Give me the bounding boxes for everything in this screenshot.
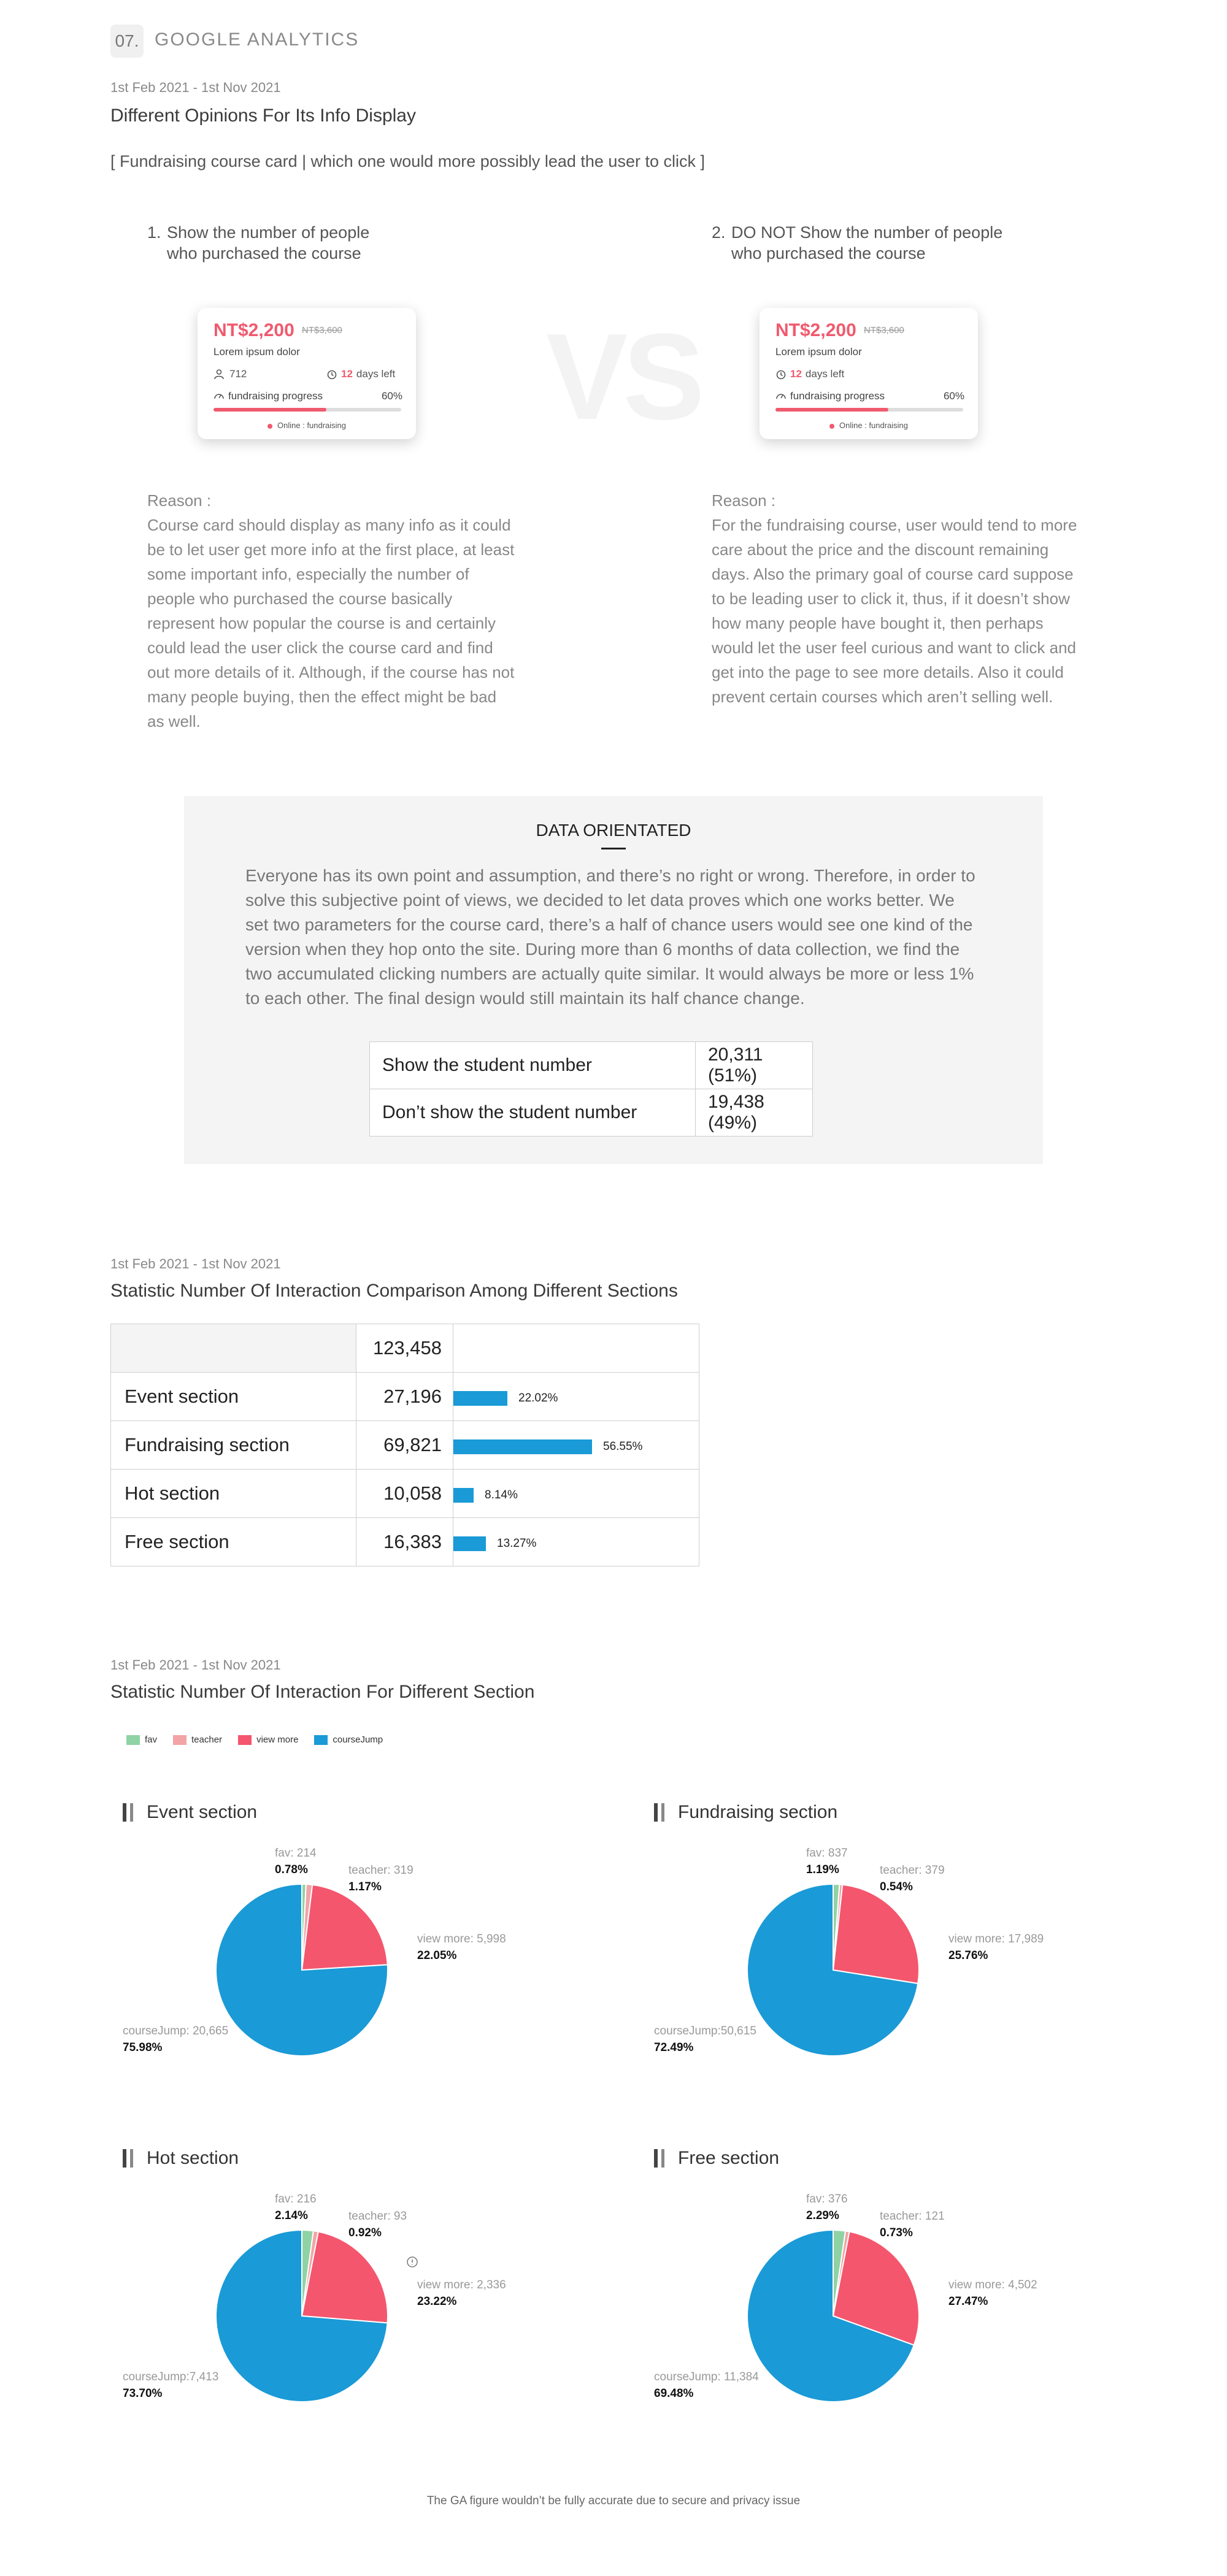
pie-label-view-more xyxy=(948,2277,1037,2310)
legend-label: teacher xyxy=(191,1735,223,1745)
pie-label-coursejump xyxy=(123,2023,228,2056)
pie-label-coursejump xyxy=(654,2023,756,2056)
pie-label-percent: 73.70% xyxy=(123,2387,163,2400)
reason-block-1 xyxy=(147,488,515,734)
pie-title xyxy=(123,2148,239,2169)
pie-label-teacher xyxy=(348,1862,413,1895)
pie-label-view-more xyxy=(417,1931,506,1964)
table-row xyxy=(111,1470,699,1518)
data-orientated-text: Everyone has its own point and assumption, and there’s no right or wrong. Therefore, in order to solve this subjective point of views, we decided to let data proves which one works better. We set two parameters for the course card, there’s a half of chance users would see one kind of the version when they hop onto the site. During more than 6 months of data collection, we find the two accumulated clicking numbers are actually quite similar. It would always be more or less 1% to each other. The final design would still maintain its half chance change. xyxy=(245,866,975,1008)
section-count: 16,383 xyxy=(356,1518,453,1566)
pie-label-percent: 75.98% xyxy=(123,2041,163,2054)
bar-wrap xyxy=(453,1536,536,1551)
pie-label-value: teacher: 379 xyxy=(880,1864,945,1877)
bar-icon xyxy=(654,1803,664,1822)
section-number-badge: 07. xyxy=(110,25,144,58)
pie-label-percent: 2.29% xyxy=(806,2209,839,2222)
legend-item xyxy=(126,1735,157,1745)
pie-label-value: courseJump:50,615 xyxy=(654,2025,756,2037)
date-range: 1st Feb 2021 - 1st Nov 2021 xyxy=(110,1657,281,1673)
progress-label xyxy=(213,390,323,402)
reason-text: For the fundraising course, user would tend to more care about the price and the discount remaining days. Also the primary goal of course card suppose to be leading user to click it, thus, if it doesn’t show how many people have bought it, then perhaps would let the user feel curious and want to click and get into the page to see more details. Also it could prevent certain courses which aren’t selling well. xyxy=(712,516,1077,706)
option-1-heading xyxy=(147,222,466,264)
title-underline xyxy=(601,848,626,849)
pie-label-percent: 2.14% xyxy=(275,2209,308,2222)
online-tag-text: Online : fundraising xyxy=(277,421,346,430)
timer-icon xyxy=(775,369,787,380)
pie-label-percent: 23.22% xyxy=(417,2295,457,2308)
section-count: 69,821 xyxy=(356,1421,453,1470)
course-card-with-count[interactable] xyxy=(198,308,416,439)
ab-row-label: Don’t show the student number xyxy=(370,1089,696,1137)
purchase-count-value: 712 xyxy=(229,368,247,380)
bar-cell xyxy=(453,1421,699,1470)
pie-label-fav xyxy=(275,2191,317,2224)
section-count: 27,196 xyxy=(356,1373,453,1421)
dot-icon xyxy=(267,424,272,429)
legend-swatch xyxy=(314,1735,328,1745)
pie-title xyxy=(123,1802,257,1823)
pie-label-value: fav: 216 xyxy=(275,2193,317,2206)
table-row xyxy=(111,1373,699,1421)
pie-label-percent: 72.49% xyxy=(654,2041,694,2054)
total-value: 123,458 xyxy=(356,1324,453,1373)
pie-slice-view-more xyxy=(833,1885,919,1984)
pie-label-teacher xyxy=(348,2208,407,2241)
legend-item xyxy=(314,1735,383,1745)
pie-label-value: fav: 376 xyxy=(806,2193,848,2206)
pie-label-fav xyxy=(806,1845,848,1878)
days-left-number: 12 xyxy=(790,368,802,380)
pie-title-text: Event section xyxy=(147,1802,258,1822)
pie-chart xyxy=(215,1883,389,2057)
table-row xyxy=(111,1518,699,1566)
option-line: DO NOT Show the number of people xyxy=(731,223,1003,242)
pie-label-value: view more: 4,502 xyxy=(948,2279,1037,2291)
reason-block-2 xyxy=(712,488,1086,709)
share-bar xyxy=(453,1391,507,1406)
option-2-heading xyxy=(712,222,1080,264)
reason-heading: Reason : xyxy=(712,491,776,510)
progress-label-text: fundraising progress xyxy=(228,390,323,402)
table-row xyxy=(370,1042,813,1089)
pie-label-value: teacher: 121 xyxy=(880,2210,945,2223)
pie-label-fav xyxy=(275,1845,317,1878)
progress-bar-fill xyxy=(775,408,888,412)
section-name: Fundraising section xyxy=(111,1421,356,1470)
progress-percent: 60% xyxy=(381,390,402,402)
share-bar xyxy=(453,1439,592,1454)
date-range: 1st Feb 2021 - 1st Nov 2021 xyxy=(110,80,281,95)
days-left xyxy=(326,368,395,380)
share-bar xyxy=(453,1488,474,1503)
section-title: Statistic Number Of Interaction For Different Section xyxy=(110,1682,535,1702)
days-left-text: days left xyxy=(805,368,845,380)
days-left xyxy=(775,368,844,380)
pie-label-percent: 0.54% xyxy=(880,1880,913,1893)
bar-icon xyxy=(654,2149,664,2168)
share-percent: 8.14% xyxy=(485,1489,518,1501)
bar-icon xyxy=(123,1803,133,1822)
option-line: who purchased the course xyxy=(731,244,926,263)
question-text: [ Fundraising course card | which one would more possibly lead the user to click ] xyxy=(110,152,705,171)
progress-label-text: fundraising progress xyxy=(790,390,885,402)
section-comparison-table xyxy=(110,1324,699,1566)
pie-label-value: view more: 2,336 xyxy=(417,2279,506,2291)
pie-label-percent: 27.47% xyxy=(948,2295,988,2308)
pie-label-percent: 0.92% xyxy=(348,2226,382,2239)
pie-label-coursejump xyxy=(123,2369,218,2402)
section-name: Hot section xyxy=(111,1470,356,1518)
ab-row-label: Show the student number xyxy=(370,1042,696,1089)
pie-legend xyxy=(126,1735,383,1745)
table-row xyxy=(111,1421,699,1470)
pie-label-percent: 0.73% xyxy=(880,2226,913,2239)
pie-title-text: Hot section xyxy=(147,2148,239,2168)
progress-label xyxy=(775,390,885,402)
legend-label: fav xyxy=(145,1735,158,1745)
card-title: Lorem ipsum dolor xyxy=(213,346,300,358)
pie-label-view-more xyxy=(948,1931,1044,1964)
pie-label-percent: 0.78% xyxy=(275,1863,308,1876)
pie-label-value: fav: 214 xyxy=(275,1847,317,1860)
progress-bar xyxy=(213,408,401,412)
pie-label-coursejump xyxy=(654,2369,759,2402)
pie-label-percent: 22.05% xyxy=(417,1949,457,1962)
legend-swatch xyxy=(238,1735,252,1745)
purchase-count xyxy=(213,368,247,380)
bar-wrap xyxy=(453,1488,518,1503)
legend-item xyxy=(173,1735,222,1745)
section-name: Free section xyxy=(111,1518,356,1566)
timer-icon xyxy=(326,369,337,380)
header-cell xyxy=(453,1324,699,1373)
option-line: who purchased the course xyxy=(167,244,361,263)
section-count: 10,058 xyxy=(356,1470,453,1518)
legend-item xyxy=(238,1735,298,1745)
pie-title-text: Free section xyxy=(678,2148,780,2168)
pie-label-percent: 1.19% xyxy=(806,1863,839,1876)
dot-icon xyxy=(829,424,834,429)
bar-cell xyxy=(453,1373,699,1421)
date-range: 1st Feb 2021 - 1st Nov 2021 xyxy=(110,1256,281,1271)
pie-title xyxy=(654,2148,779,2169)
ab-row-value: 19,438 (49%) xyxy=(696,1089,813,1137)
section-title: Statistic Number Of Interaction Comparison Among Different Sections xyxy=(110,1281,678,1301)
person-icon xyxy=(213,369,225,380)
course-card-without-count[interactable] xyxy=(760,308,978,439)
pie-block-hot xyxy=(123,2148,564,2455)
bar-cell xyxy=(453,1518,699,1566)
online-tag xyxy=(198,421,416,430)
online-tag xyxy=(760,421,978,430)
share-percent: 13.27% xyxy=(497,1537,537,1550)
pie-block-fundraising xyxy=(654,1802,1096,2109)
footer-note: The GA figure wouldn’t be fully accurate due to secure and privacy issue xyxy=(426,2494,801,2507)
option-number: 2. xyxy=(712,223,726,242)
pie-label-teacher xyxy=(880,1862,945,1895)
pie-label-value: teacher: 319 xyxy=(348,1864,413,1877)
table-row xyxy=(370,1089,813,1137)
table-row xyxy=(111,1324,699,1373)
legend-swatch xyxy=(126,1735,140,1745)
bar-wrap xyxy=(453,1391,558,1406)
progress-bar-fill xyxy=(213,408,326,412)
progress-percent: 60% xyxy=(943,390,964,402)
card-old-price: NT$3,600 xyxy=(302,325,342,335)
legend-swatch xyxy=(173,1735,187,1745)
card-price: NT$2,200 xyxy=(775,320,856,340)
pie-label-view-more xyxy=(417,2277,506,2310)
online-tag-text: Online : fundraising xyxy=(839,421,908,430)
pie-block-event xyxy=(123,1802,564,2109)
legend-label: courseJump xyxy=(333,1735,383,1745)
share-percent: 56.55% xyxy=(603,1440,643,1453)
pie-label-value: courseJump: 20,665 xyxy=(123,2025,229,2037)
data-orientated-title: DATA ORIENTATED xyxy=(536,821,691,840)
info-icon[interactable] xyxy=(406,2256,418,2268)
card-old-price: NT$3,600 xyxy=(864,325,904,335)
pie-title xyxy=(654,1802,837,1823)
gauge-icon xyxy=(775,391,787,402)
card-title: Lorem ipsum dolor xyxy=(775,346,862,358)
bar-icon xyxy=(123,2149,133,2168)
pie-chart xyxy=(746,2229,920,2403)
pie-label-percent: 1.17% xyxy=(348,1880,382,1893)
progress-bar xyxy=(775,408,963,412)
pie-label-teacher xyxy=(880,2208,945,2241)
pie-label-percent: 69.48% xyxy=(654,2387,694,2400)
pie-chart xyxy=(746,1883,920,2057)
section-heading: GOOGLE ANALYTICS xyxy=(155,29,360,50)
page-title: Different Opinions For Its Info Display xyxy=(110,105,416,126)
section-name: Event section xyxy=(111,1373,356,1421)
option-number: 1. xyxy=(147,223,161,242)
ab-test-table xyxy=(369,1041,813,1137)
bar-cell xyxy=(453,1470,699,1518)
pie-label-percent: 25.76% xyxy=(948,1949,988,1962)
gauge-icon xyxy=(213,391,225,402)
data-orientated-panel xyxy=(184,796,1043,1164)
pie-chart xyxy=(215,2229,389,2403)
reason-heading: Reason : xyxy=(147,491,212,510)
card-price: NT$2,200 xyxy=(213,320,294,340)
share-bar xyxy=(453,1536,486,1551)
option-line: Show the number of people xyxy=(167,223,370,242)
legend-label: view more xyxy=(256,1735,299,1745)
pie-label-value: courseJump:7,413 xyxy=(123,2371,219,2383)
pie-label-value: view more: 5,998 xyxy=(417,1933,506,1945)
pie-label-value: teacher: 93 xyxy=(348,2210,407,2223)
bar-wrap xyxy=(453,1439,642,1454)
pie-label-value: view more: 17,989 xyxy=(948,1933,1044,1945)
pie-label-value: fav: 837 xyxy=(806,1847,848,1860)
pie-label-value: courseJump: 11,384 xyxy=(654,2371,759,2383)
ab-row-value: 20,311 (51%) xyxy=(696,1042,813,1089)
reason-text: Course card should display as many info as it could be to let user get more info at the first place, at least some important info, especially the number of people who purchased the course basically represent how popular the course is and certainly could lead the user click the course card and find out more details of it. Although, if the course has not many people buying, then the effect might be bad as well. xyxy=(147,516,515,730)
header-cell xyxy=(111,1324,356,1373)
pie-label-fav xyxy=(806,2191,848,2224)
share-percent: 22.02% xyxy=(518,1392,558,1405)
pie-slice-view-more xyxy=(302,1885,388,1970)
days-left-text: days left xyxy=(356,368,396,380)
days-left-number: 12 xyxy=(341,368,353,380)
pie-block-free xyxy=(654,2148,1096,2455)
pie-title-text: Fundraising section xyxy=(678,1802,838,1822)
vs-watermark: VS xyxy=(546,309,700,445)
